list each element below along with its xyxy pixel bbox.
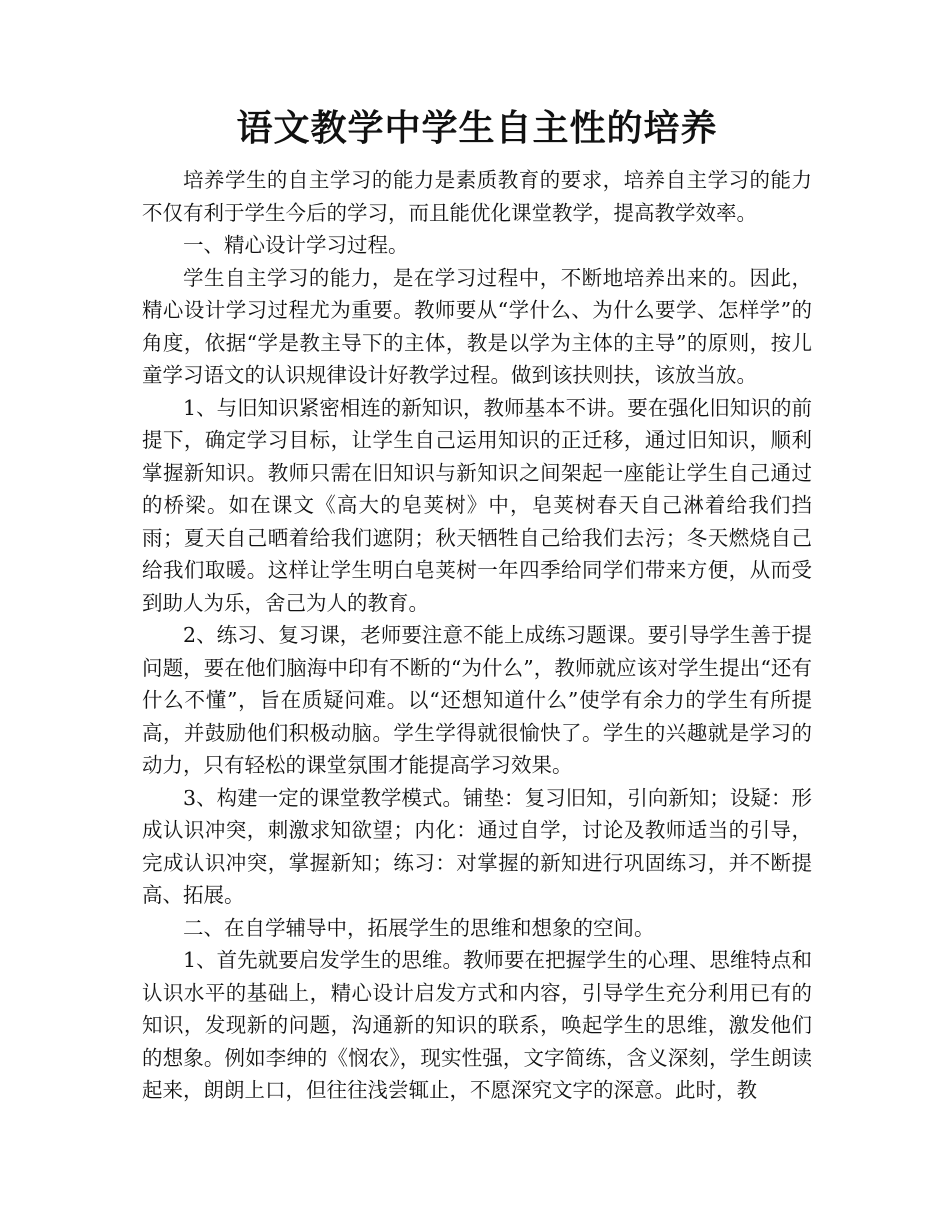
paragraph: 1、与旧知识紧密相连的新知识，教师基本不讲。要在强化旧知识的前提下，确定学习目标，让学生自己运用知识的正迁移，通过旧知识，顺利掌握新知识。教师只需在旧知识与新知识之间架起一座能让学生自己通过的桥梁。如在课文《高大的皂荚树》中，皂荚树春天自己淋着给我们挡雨；夏天自己晒着给我们遮阴；秋天牺牲自己给我们去污；冬天燃烧自己给我们取暖。这样让学生明白皂荚树一年四季给同学们带来方便，从而受到助人为乐，舍己为人的教育。 [142,395,812,615]
document-title: 语文教学中学生自主性的培养 [236,108,718,149]
paragraph: 2、练习、复习课，老师要注意不能上成练习题课。要引导学生善于提问题，要在他们脑海中印有不断的“为什么”，教师就应该对学生提出“还有什么不懂”，旨在质疑问难。以“还想知道什么”使学有余力的学生有所提高，并鼓励他们积极动脑。学生学得就很愉快了。学生的兴趣就是学习的动力，只有轻松的课堂氛围才能提高学习效果。 [142,623,812,777]
paragraph: 1、首先就要启发学生的思维。教师要在把握学生的心理、思维特点和认识水平的基础上，精心设计启发方式和内容，引导学生充分利用已有的知识，发现新的问题，沟通新的知识的联系，唤起学生的思维，激发他们的想象。例如李绅的《悯农》，现实性强，文字简练，含义深刻，学生朗读起来，朗朗上口，但往往浅尝辄止，不愿深究文字的深意。此时，教 [142,948,812,1102]
paragraph: 3、构建一定的课堂教学模式。铺垫：复习旧知，引向新知；设疑：形成认识冲突，刺激求知欲望；内化：通过自学，讨论及教师适当的引导，完成认识冲突，掌握新知；练习：对掌握的新知进行巩固练习，并不断提高、拓展。 [142,785,812,907]
paragraph-intro: 培养学生的自主学习的能力是素质教育的要求，培养自主学习的能力不仅有利于学生今后的学习，而且能优化课堂教学，提高教学效率。 [142,168,812,225]
section-heading-2: 二、在自学辅导中，拓展学生的思维和想象的空间。 [183,915,655,940]
section-heading-1: 一、精心设计学习过程。 [183,233,409,257]
paragraph: 学生自主学习的能力，是在学习过程中，不断地培养出来的。因此，精心设计学习过程尤为重要。教师要从“学什么、为什么要学、怎样学”的角度，依据“学是教主导下的主体，教是以学为主体的主导”的原则，按儿童学习语文的认识规律设计好教学过程。做到该扶则扶，该放当放。 [142,265,812,387]
